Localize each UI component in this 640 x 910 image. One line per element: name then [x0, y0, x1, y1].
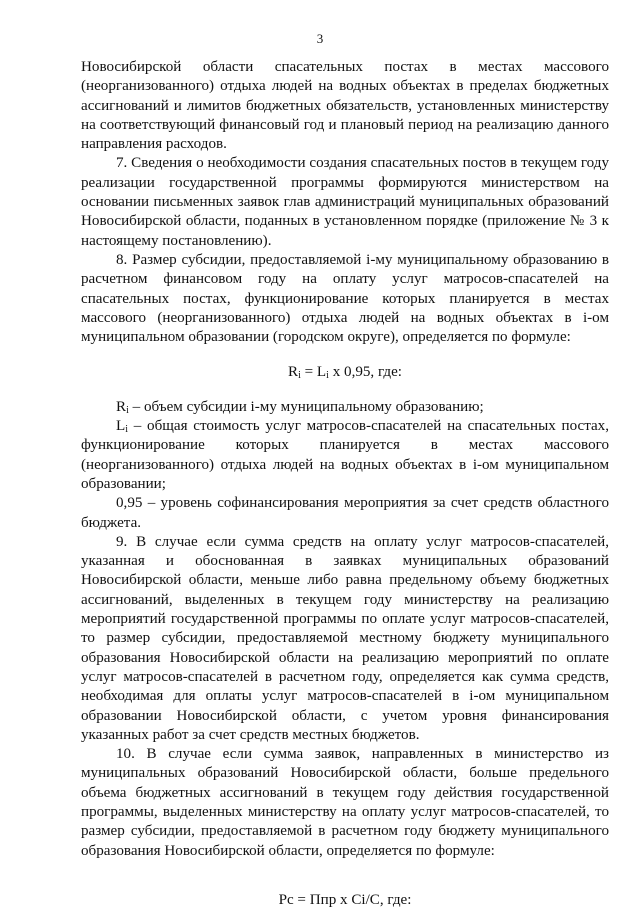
definition-r-text: – объем субсидии i-му муниципальному образованию; — [128, 398, 484, 415]
definition-l — [81, 417, 609, 494]
document-body — [81, 58, 609, 910]
definition-l-text: – общая стоимость услуг матросов-спасателей на спасательных постах, функционирование которых планируется в местах массового (неорганизованного) отдыха людей на водных объектах в i-ом муниципальном образовании; — [81, 418, 609, 492]
formula-l-symbol: L — [316, 364, 327, 381]
formula-r-subscript: i — [298, 370, 301, 382]
paragraph-8: 8. Размер субсидии, предоставляемой i-му муниципальному образованию в расчетном финансовом году на оплату услуг матросов-спасателей на спасательных постах, функционирование которых планируется в местах массового (неорганизованного) отдыха людей на водных объектах в i-ом муниципальном образовании (городском округе), определяется по формуле: — [81, 251, 609, 346]
formula-r-symbol: R — [287, 364, 299, 381]
formula-l-subscript: i — [326, 370, 329, 382]
formula-equals: = — [300, 364, 317, 381]
formula-rest: x 0,95, где: — [328, 364, 402, 381]
formula-subsidy — [81, 363, 609, 382]
paragraph-10: 10. В случае если сумма заявок, направленных в министерство из муниципальных образований Новосибирской области, больше предельного объема бюджетных ассигнований в текущем году действия государственной программы, выделенных министерству на оплату услуг матросов-спасателей, то размер субсидии, предоставляемой в расчетном году бюджету муниципального образования Новосибирской области, определяется по формуле: — [81, 746, 609, 859]
definition-coefficient: 0,95 – уровень софинансирования мероприятия за счет средств областного бюджета. — [81, 495, 609, 531]
paragraph-9: 9. В случае если сумма средств на оплату услуг матросов-спасателей, указанная и обоснованная в заявках муниципальных образований Новосибирской области, меньше либо равна предельному объему бюджетных ассигнований, выделенных в текущем году министерству на реализацию мероприятий государственной программы по оплате услуг матросов-спасателей, то размер субсидии, предоставляемой местному бюджету муниципального образования Новосибирской области на реализацию мероприятий по оплате услуг матросов-спасателей в расчетном году, определяется как сумма средств, необходимая для оплаты услуг матросов-спасателей в i-ом муниципальном образовании Новосибирской области, с учетом уровня финансирования указанных работ за счет средств местных бюджетов. — [81, 533, 609, 743]
definition-r — [81, 398, 609, 417]
definition-l-symbol: L — [116, 418, 126, 435]
page-number: 3 — [316, 31, 324, 46]
definition-r-subscript: i — [126, 404, 129, 416]
paragraph-continuation: Новосибирской области спасательных постах в местах массового (неорганизованного) отдыха людей на водных объектах в пределах бюджетных ассигнований и лимитов бюджетных обязательств, установленных министерству на соответствующий финансовый год и плановый период на реализацию данного направления расходов. — [81, 59, 609, 153]
definition-r-symbol: R — [116, 398, 127, 415]
paragraph-7: 7. Сведения о необходимости создания спасательных постов в текущем году реализации государственной программы формируются министерством на основании письменных заявок глав администраций муниципальных образований Новосибирской области, поданных в установленном порядке (приложение № 3 к настоящему постановлению). — [81, 155, 609, 249]
formula-distribution: Рс = Ппр x Ci/C, где: — [278, 891, 412, 908]
definition-l-subscript: i — [125, 424, 129, 436]
